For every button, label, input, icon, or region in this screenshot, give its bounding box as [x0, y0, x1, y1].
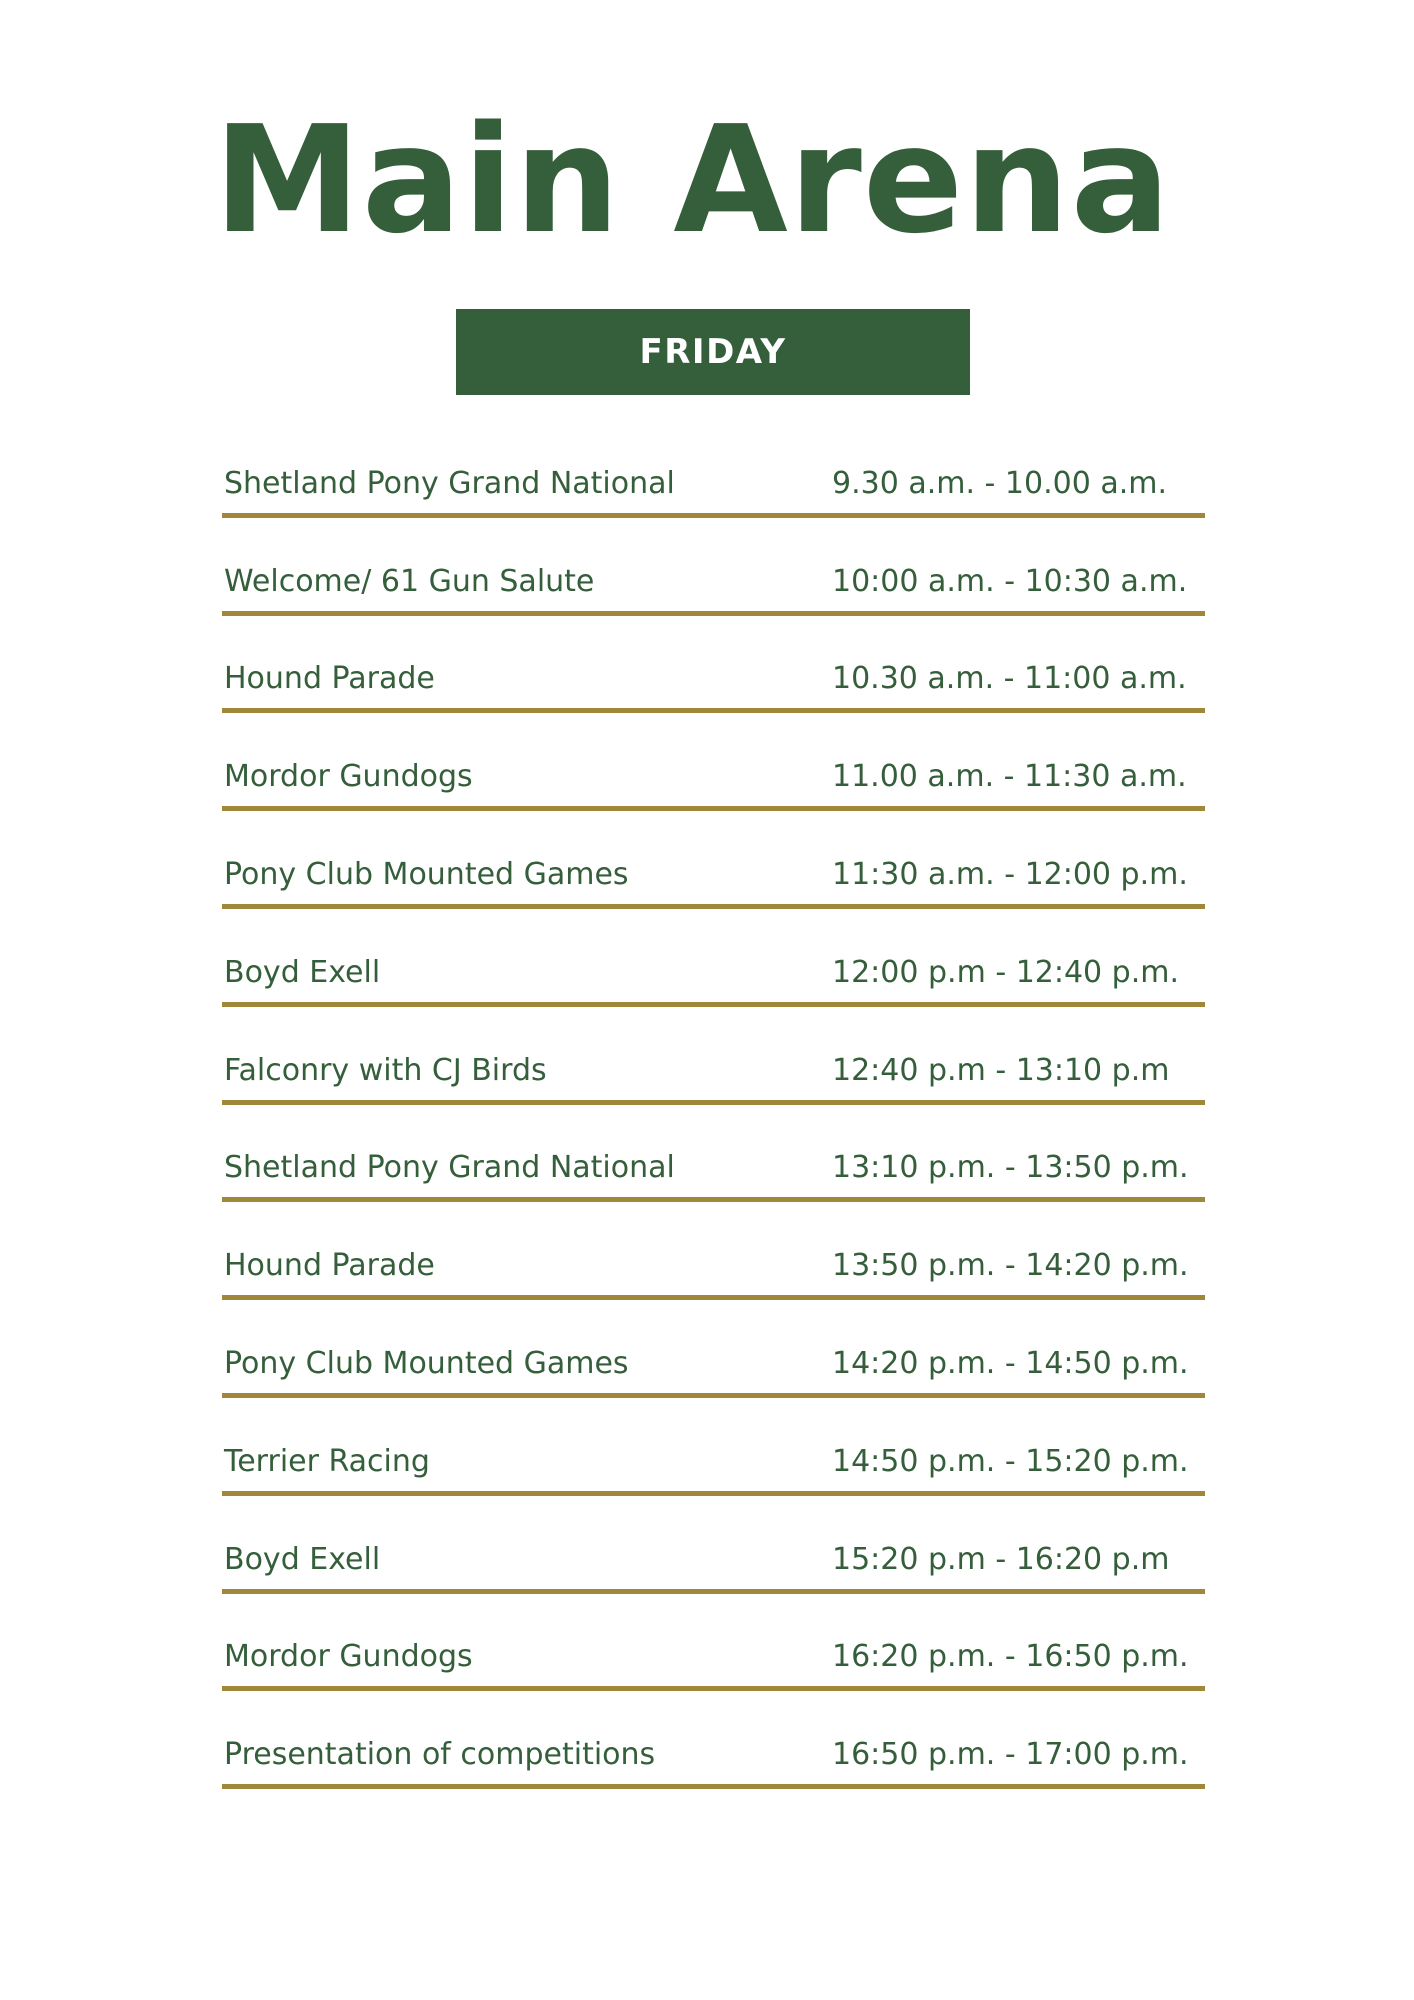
event-time: 13:50 p.m. - 14:20 p.m.	[832, 1248, 1189, 1284]
schedule-row	[222, 1007, 1205, 1105]
event-time: 16:50 p.m. - 17:00 p.m.	[832, 1737, 1189, 1773]
schedule-row	[222, 1202, 1205, 1300]
event-time: 13:10 p.m. - 13:50 p.m.	[832, 1150, 1189, 1186]
event-time: 12:00 p.m - 12:40 p.m.	[832, 954, 1180, 990]
event-time: 16:20 p.m. - 16:50 p.m.	[832, 1639, 1189, 1675]
schedule-row	[222, 420, 1205, 518]
event-time: 11.00 a.m. - 11:30 a.m.	[832, 759, 1187, 795]
schedule-row	[222, 1300, 1205, 1398]
schedule-row	[222, 1496, 1205, 1594]
event-name: Shetland Pony Grand National	[224, 1150, 675, 1186]
event-name: Boyd Exell	[224, 954, 381, 990]
event-time: 11:30 a.m. - 12:00 p.m.	[832, 856, 1188, 892]
schedule-row	[222, 1398, 1205, 1496]
schedule-row	[222, 713, 1205, 811]
event-name: Mordor Gundogs	[224, 1639, 473, 1675]
event-name: Welcome/ 61 Gun Salute	[224, 563, 595, 599]
schedule-list	[222, 420, 1205, 1789]
event-name: Shetland Pony Grand National	[224, 465, 675, 501]
schedule-row	[222, 811, 1205, 909]
schedule-row	[222, 616, 1205, 714]
event-time: 12:40 p.m - 13:10 p.m	[832, 1052, 1170, 1088]
schedule-row	[222, 1691, 1205, 1789]
event-name: Hound Parade	[224, 1248, 435, 1284]
schedule-row	[222, 518, 1205, 616]
day-banner: FRIDAY	[456, 309, 970, 395]
event-name: Boyd Exell	[224, 1541, 381, 1577]
event-name: Pony Club Mounted Games	[224, 856, 629, 892]
event-name: Terrier Racing	[224, 1443, 430, 1479]
event-time: 15:20 p.m - 16:20 p.m	[832, 1541, 1170, 1577]
event-time: 10:00 a.m. - 10:30 a.m.	[832, 563, 1188, 599]
page-title: Main Arena	[213, 94, 1172, 266]
event-name: Hound Parade	[224, 661, 435, 697]
event-name: Falconry with CJ Birds	[224, 1052, 547, 1088]
event-name: Pony Club Mounted Games	[224, 1345, 629, 1381]
event-time: 14:50 p.m. - 15:20 p.m.	[832, 1443, 1189, 1479]
schedule-row	[222, 909, 1205, 1007]
event-time: 14:20 p.m. - 14:50 p.m.	[832, 1345, 1189, 1381]
schedule-row	[222, 1594, 1205, 1692]
event-name: Mordor Gundogs	[224, 759, 473, 795]
event-time: 10.30 a.m. - 11:00 a.m.	[832, 661, 1187, 697]
schedule-row	[222, 1105, 1205, 1203]
event-time: 9.30 a.m. - 10.00 a.m.	[832, 465, 1168, 501]
event-name: Presentation of competitions	[224, 1737, 656, 1773]
